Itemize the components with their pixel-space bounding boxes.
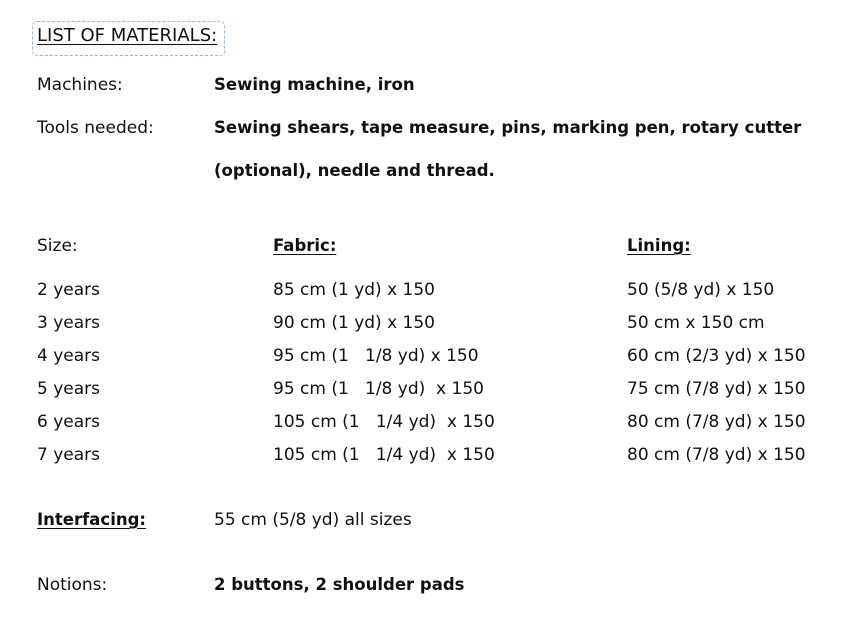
interfacing-value: 55 cm (5/8 yd) all sizes <box>214 510 412 530</box>
notions-value: 2 buttons, 2 shoulder pads <box>214 575 465 594</box>
size-cell: 2 years <box>37 280 101 300</box>
tools-value-line2: (optional), needle and thread. <box>214 161 495 180</box>
lining-cell: 60 cm (2/3 yd) x 150 <box>627 346 806 366</box>
size-cell: 3 years <box>37 313 101 333</box>
machines-label: Machines: <box>37 75 123 95</box>
lining-header: Lining: <box>627 236 691 255</box>
notions-label: Notions: <box>37 575 108 595</box>
size-cell: 5 years <box>37 379 101 399</box>
fabric-cell: 95 cm (1 1/8 yd) x 150 <box>273 379 484 399</box>
size-cell: 7 years <box>37 445 101 465</box>
lining-cell: 50 cm x 150 cm <box>627 313 765 333</box>
size-cell: 4 years <box>37 346 101 366</box>
fabric-cell: 85 cm (1 yd) x 150 <box>273 280 435 300</box>
tools-value-line1: Sewing shears, tape measure, pins, marking pen, rotary cutter <box>214 118 802 137</box>
fabric-header: Fabric: <box>273 236 337 255</box>
tools-label: Tools needed: <box>37 118 154 138</box>
fabric-cell: 90 cm (1 yd) x 150 <box>273 313 435 333</box>
page-title: LIST OF MATERIALS: <box>37 25 218 46</box>
fabric-cell: 105 cm (1 1/4 yd) x 150 <box>273 412 495 432</box>
machines-value: Sewing machine, iron <box>214 75 415 94</box>
lining-cell: 80 cm (7/8 yd) x 150 <box>627 445 806 465</box>
lining-cell: 50 (5/8 yd) x 150 <box>627 280 775 300</box>
lining-cell: 75 cm (7/8 yd) x 150 <box>627 379 806 399</box>
size-header: Size: <box>37 236 78 256</box>
interfacing-label: Interfacing: <box>37 510 147 529</box>
fabric-cell: 105 cm (1 1/4 yd) x 150 <box>273 445 495 465</box>
size-cell: 6 years <box>37 412 101 432</box>
lining-cell: 80 cm (7/8 yd) x 150 <box>627 412 806 432</box>
fabric-cell: 95 cm (1 1/8 yd) x 150 <box>273 346 479 366</box>
